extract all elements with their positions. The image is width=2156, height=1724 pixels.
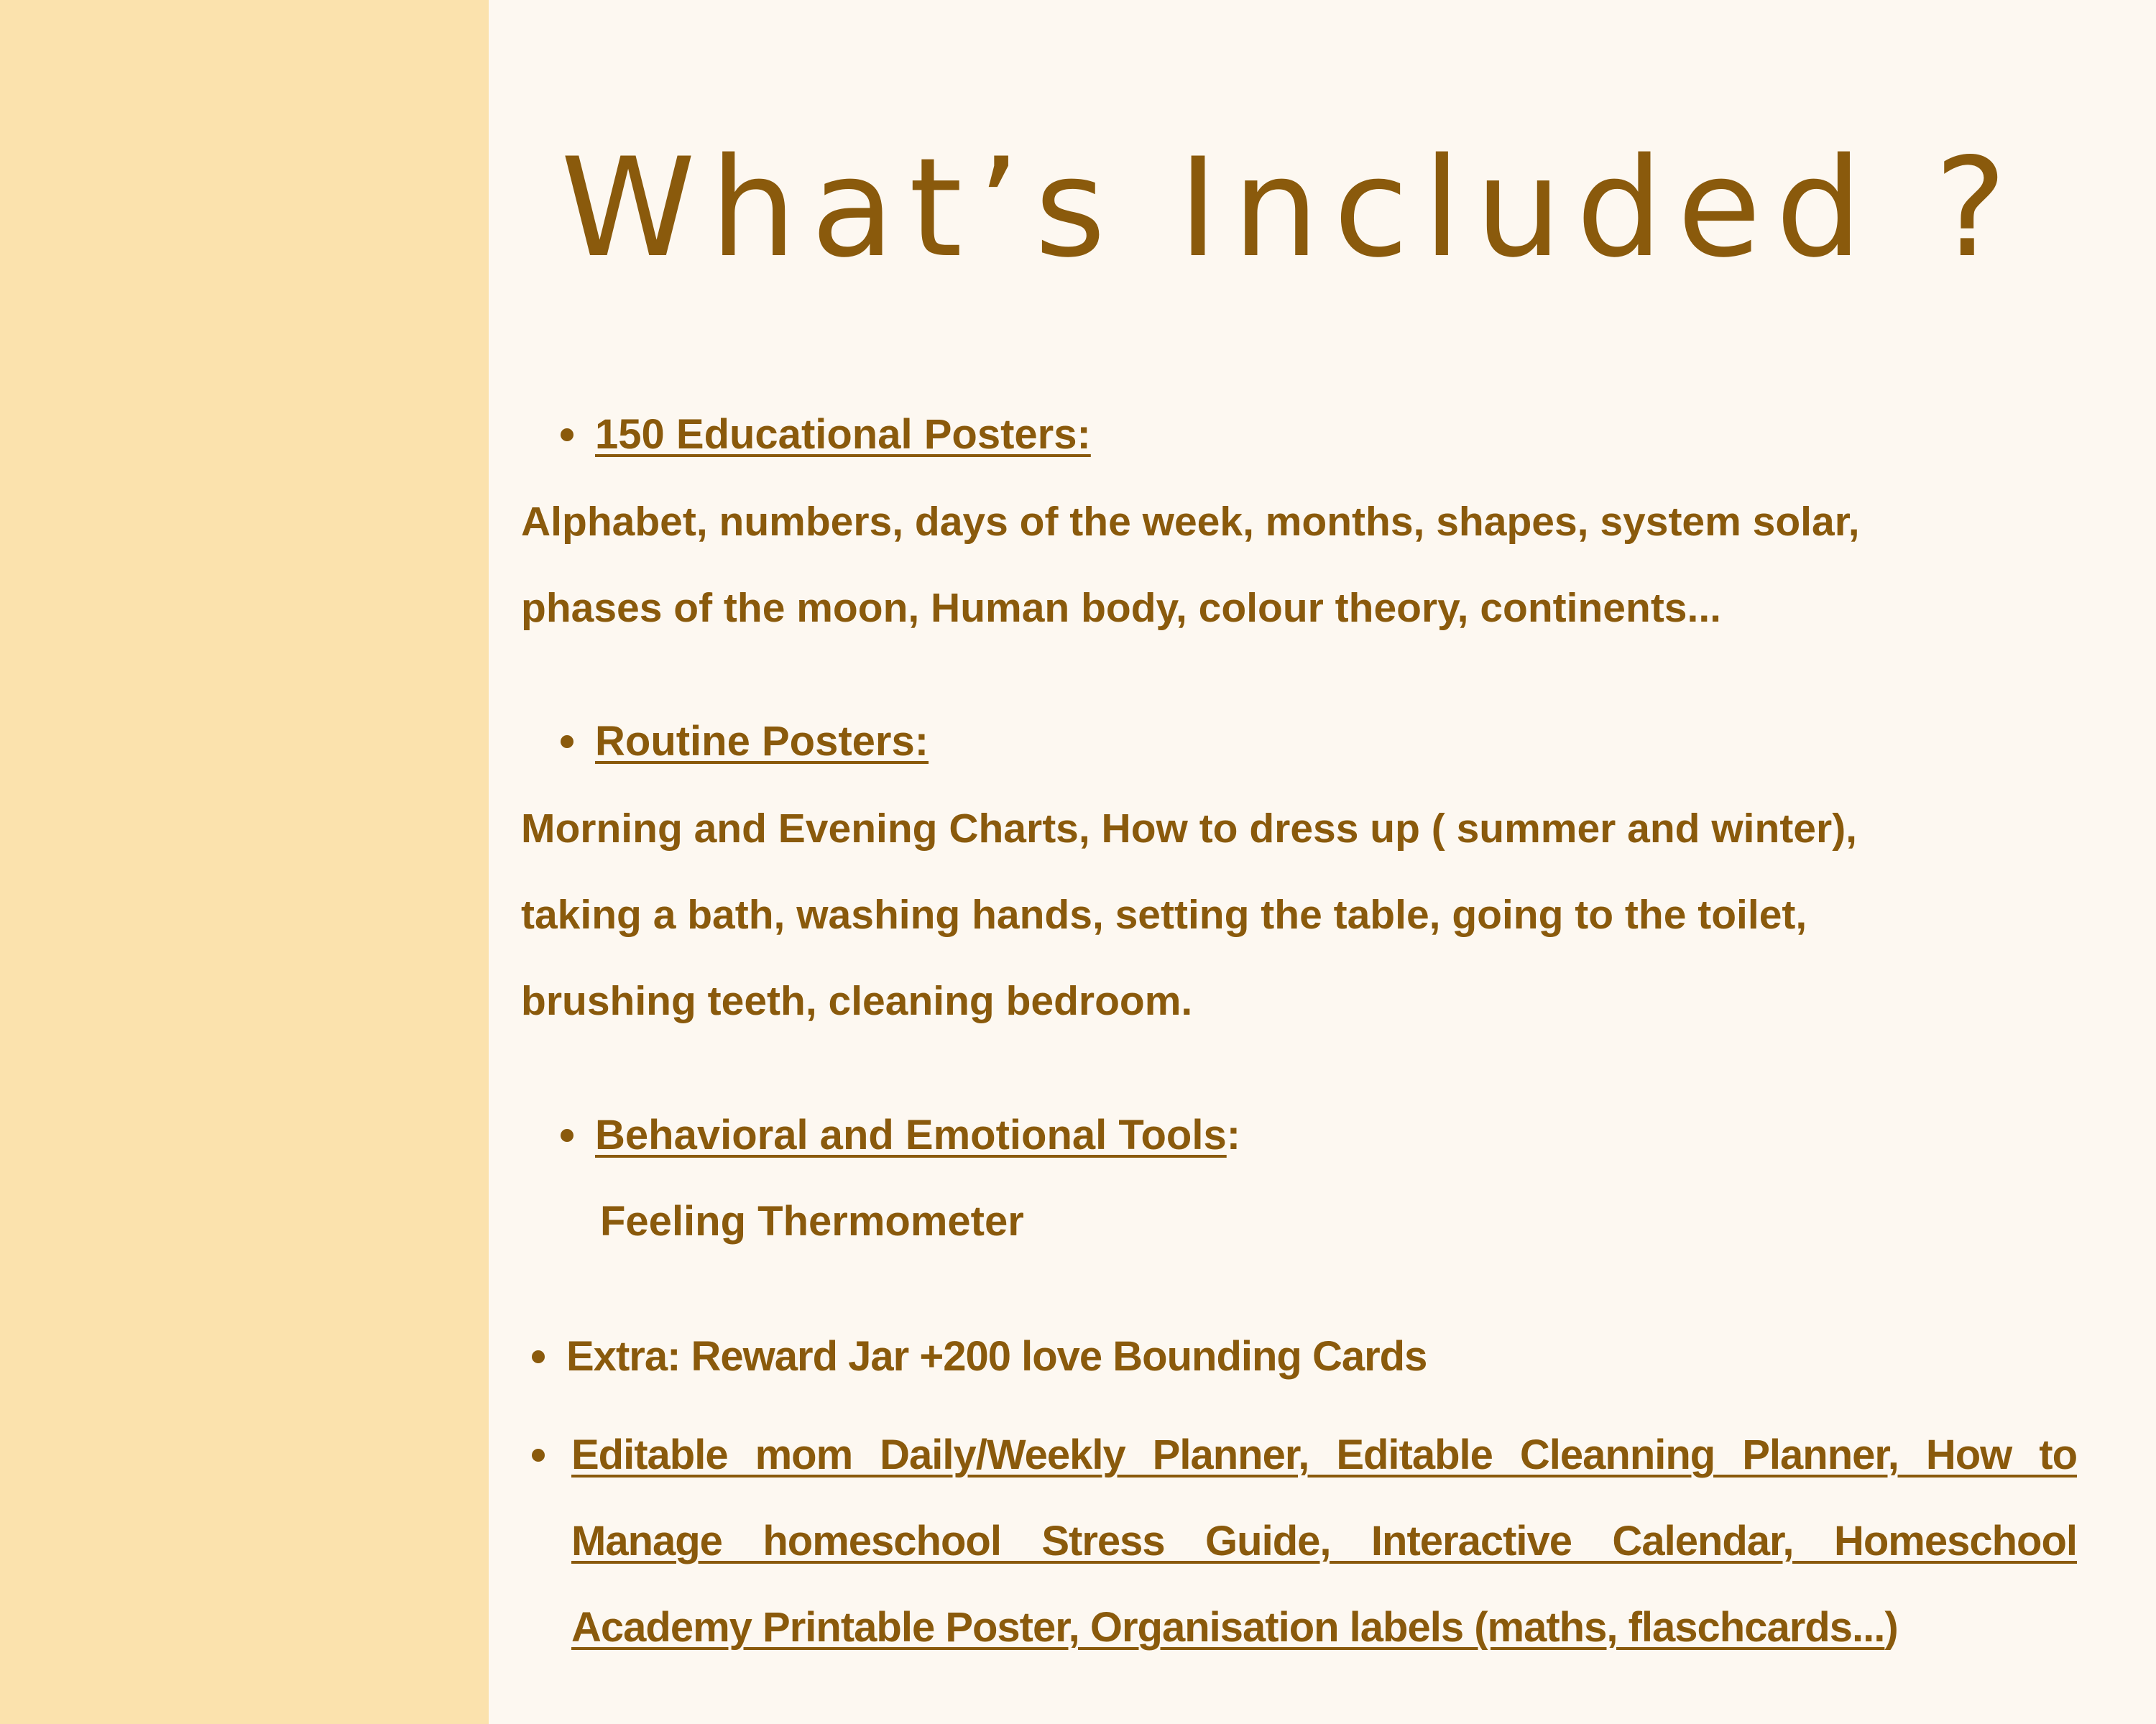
text-line: phases of the moon, Human body, colour theory, continents... bbox=[521, 585, 1722, 631]
content-area bbox=[489, 0, 2156, 1724]
section-heading-label: Routine Posters: bbox=[595, 718, 929, 765]
section-behavioral-detail: Feeling Thermometer bbox=[600, 1198, 1024, 1245]
extra-reward-item bbox=[532, 1328, 1427, 1386]
section-educational-heading bbox=[561, 406, 1091, 464]
bullet-dot-icon bbox=[532, 1449, 545, 1462]
left-color-panel bbox=[0, 0, 489, 1724]
section-routine-text bbox=[521, 785, 2145, 1044]
extra-planner-suffix: ) bbox=[1884, 1604, 1898, 1651]
section-heading-label: 150 Educational Posters: bbox=[595, 411, 1091, 458]
text-line: brushing teeth, cleaning bedroom. bbox=[521, 978, 1193, 1024]
page-title: What’s Included ? bbox=[561, 129, 2022, 287]
bullet-dot-icon bbox=[561, 735, 573, 748]
text-line: Morning and Evening Charts, How to dress up ( summer and winter), bbox=[521, 806, 1858, 852]
extra-planner-label: Editable mom Daily/Weekly Planner, Editable Cleanning Planner, How to Manage homeschool Stress Guide, Interactive Calendar, Homeschool Academy Printable Poster, Organisation labels (maths, flaschcards... bbox=[571, 1432, 2077, 1651]
bullet-dot-icon bbox=[561, 1129, 573, 1142]
section-routine-heading bbox=[561, 713, 929, 770]
extra-planner-item bbox=[532, 1412, 2077, 1671]
bullet-dot-icon bbox=[532, 1350, 545, 1363]
extra-planner-text bbox=[571, 1412, 2077, 1671]
extra-reward-label: Extra: Reward Jar +200 love Bounding Cards bbox=[566, 1333, 1427, 1380]
section-behavioral-heading bbox=[561, 1107, 1240, 1164]
section-educational-text bbox=[521, 479, 2145, 651]
text-line: Alphabet, numbers, days of the week, months, shapes, system solar, bbox=[521, 499, 1860, 545]
text-line: taking a bath, washing hands, setting the table, going to the toilet, bbox=[521, 892, 1807, 938]
section-heading-suffix: : bbox=[1226, 1112, 1241, 1158]
bullet-dot-icon bbox=[561, 428, 573, 441]
section-heading-label: Behavioral and Emotional Tools bbox=[595, 1112, 1227, 1158]
